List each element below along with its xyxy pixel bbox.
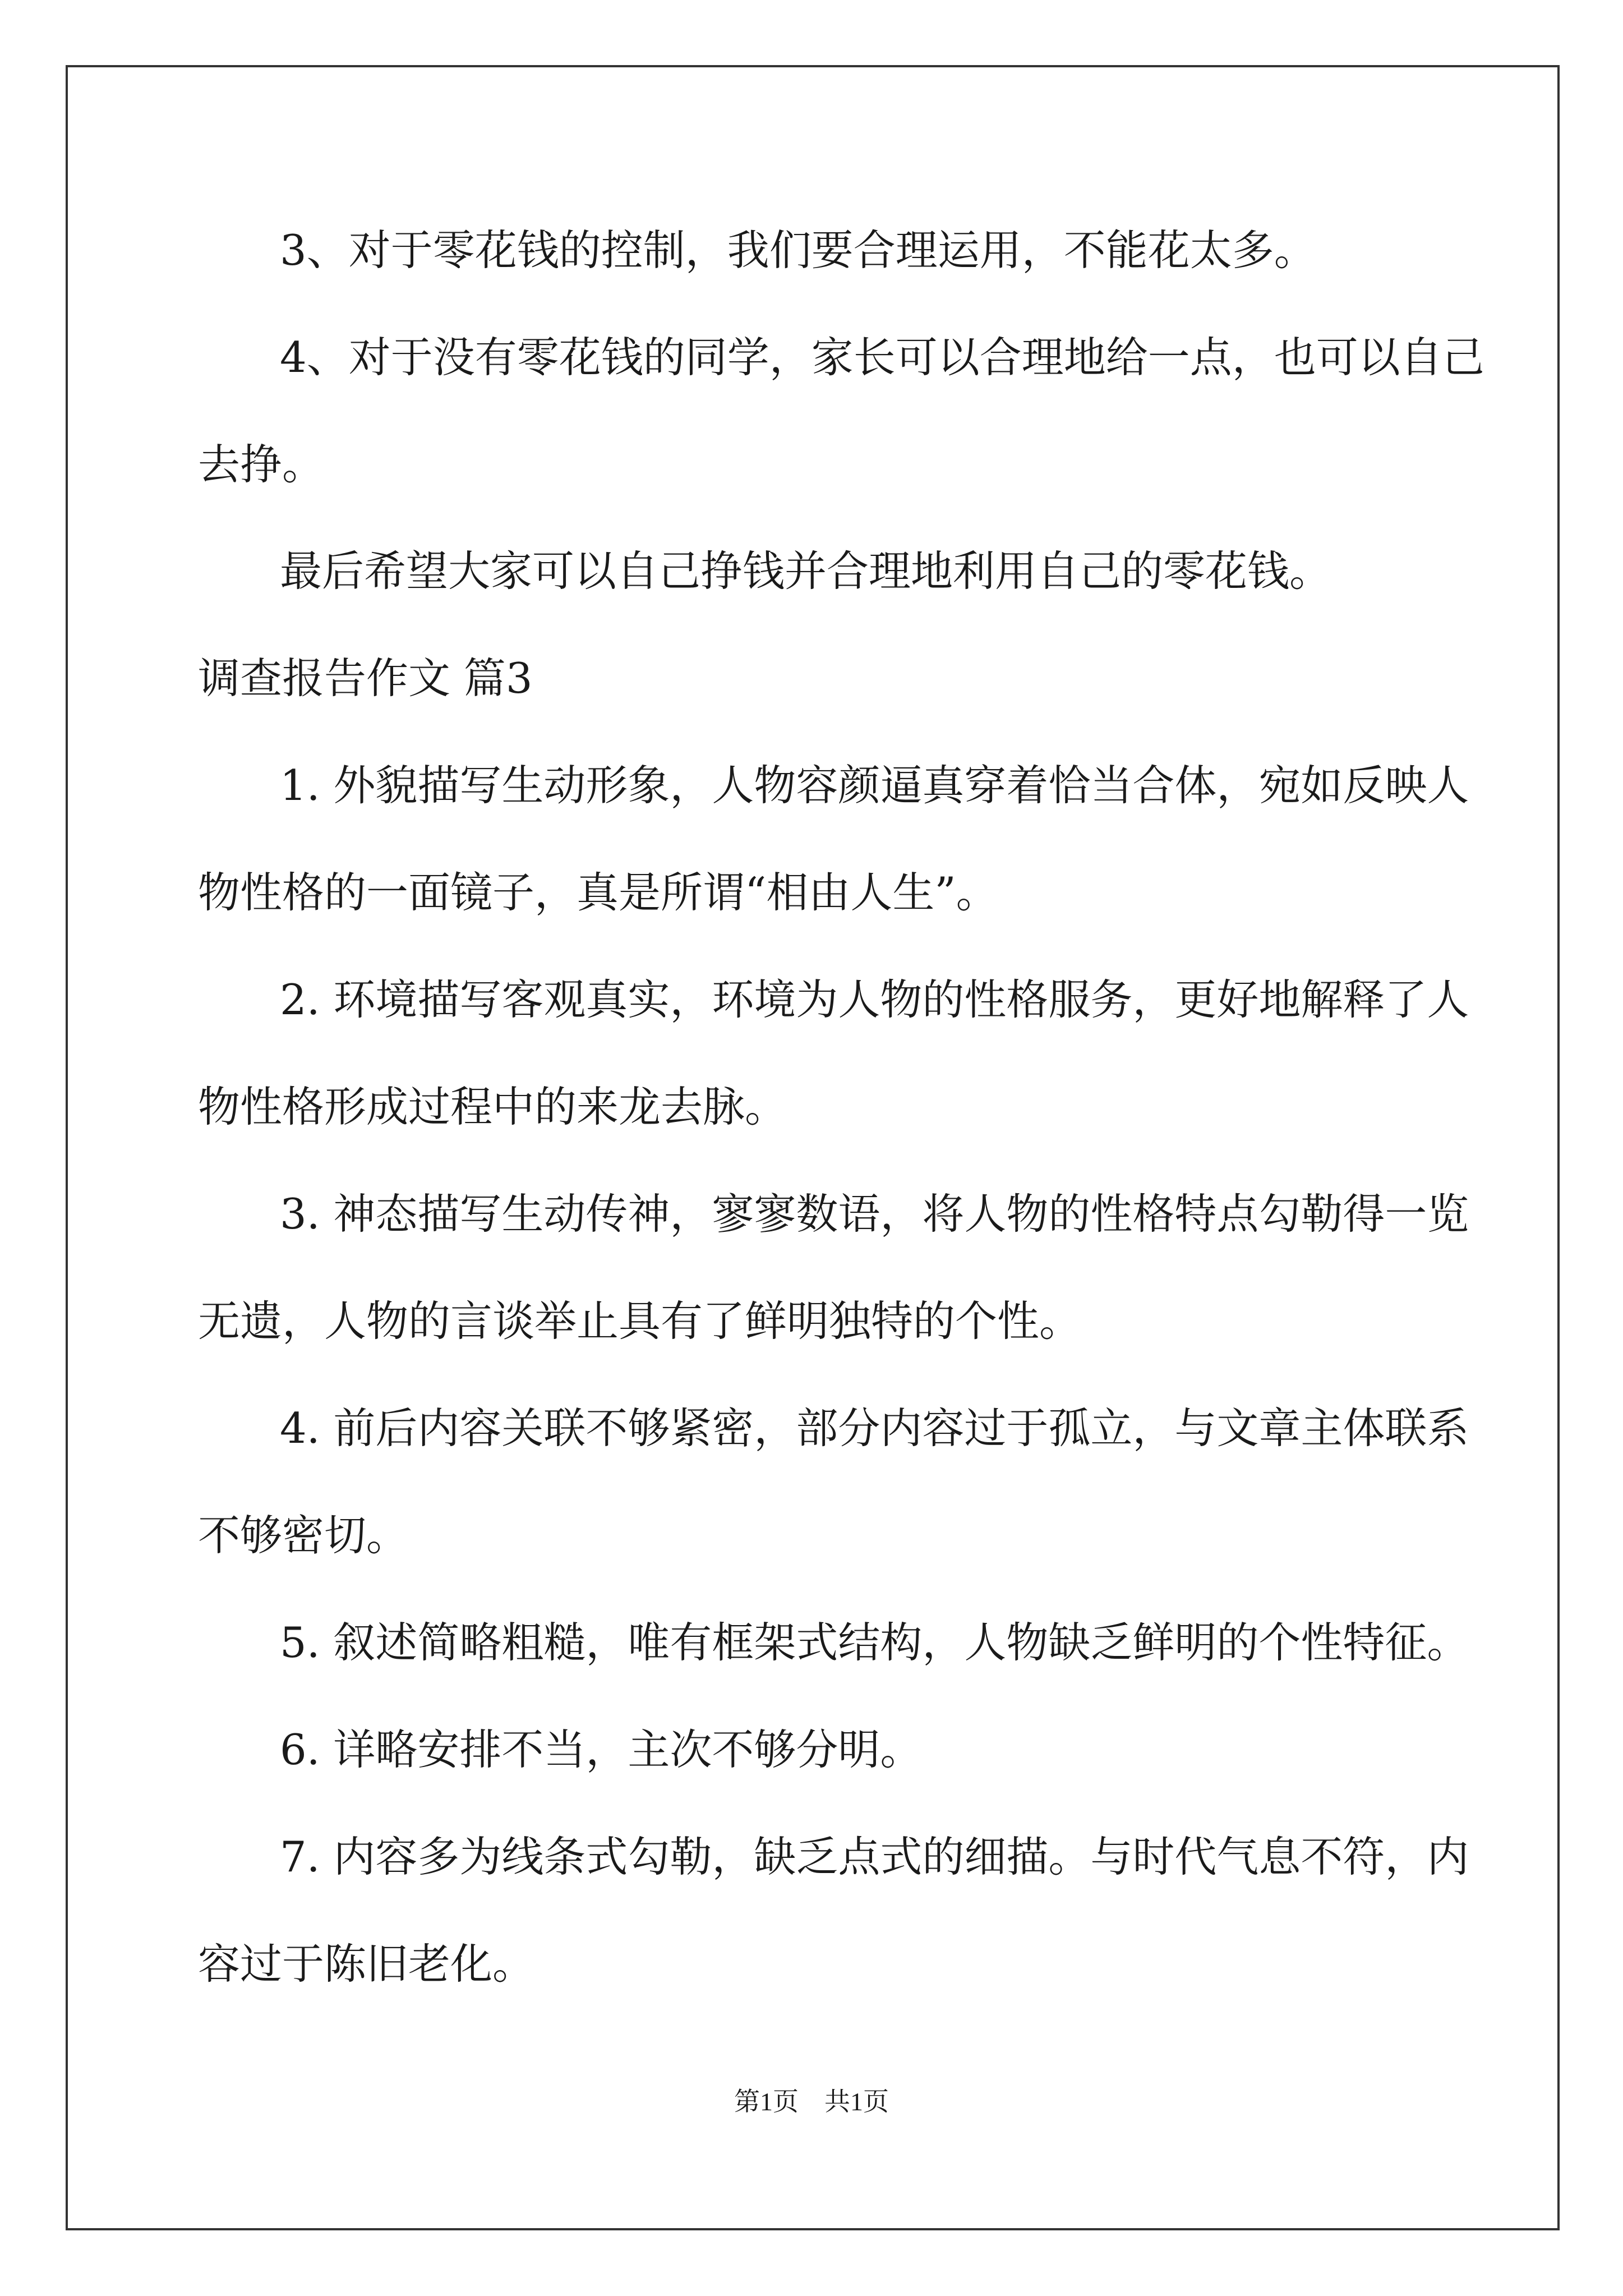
paragraph-line: 1. 外貌描写生动形象，人物容颜逼真穿着恰当合体，宛如反映人 [280, 761, 1469, 810]
paragraph-line: 5. 叙述简略粗糙，唯有框架式结构，人物缺乏鲜明的个性特征。 [280, 1618, 1469, 1667]
paragraph-line: 无遗，人物的言谈举止具有了鲜明独特的个性。 [198, 1296, 1082, 1346]
paragraph-line: 物性格的一面镜子，真是所谓“相由人生”。 [198, 868, 998, 917]
page-number-footer: 第1页 共1页 [734, 2087, 889, 2116]
paragraph-line: 7. 内容多为线条式勾勒，缺乏点式的细描。与时代气息不符，内 [280, 1832, 1469, 1881]
paragraph-line: 3、对于零花钱的控制，我们要合理运用，不能花太多。 [280, 226, 1316, 275]
page-border [66, 65, 1560, 2230]
paragraph-line: 6. 详略安排不当，主次不够分明。 [280, 1725, 923, 1774]
paragraph-line: 3. 神态描写生动传神，寥寥数语，将人物的性格特点勾勒得一览 [280, 1189, 1469, 1239]
paragraph-line: 不够密切。 [198, 1511, 409, 1560]
paragraph-line: 物性格形成过程中的来龙去脉。 [198, 1082, 787, 1131]
paragraph-line: 4. 前后内容关联不够紧密，部分内容过于孤立，与文章主体联系 [280, 1404, 1469, 1453]
paragraph-line: 4、对于没有零花钱的同学，家长可以合理地给一点，也可以自己 [280, 333, 1484, 382]
paragraph-line: 去挣。 [198, 440, 325, 489]
paragraph-line: 2. 环境描写客观真实，环境为人物的性格服务，更好地解释了人 [280, 975, 1469, 1024]
paragraph-line: 容过于陈旧老化。 [198, 1939, 535, 1989]
section-heading: 调查报告作文 篇3 [198, 654, 533, 703]
paragraph-line: 最后希望大家可以自己挣钱并合理地利用自己的零花钱。 [280, 546, 1332, 596]
